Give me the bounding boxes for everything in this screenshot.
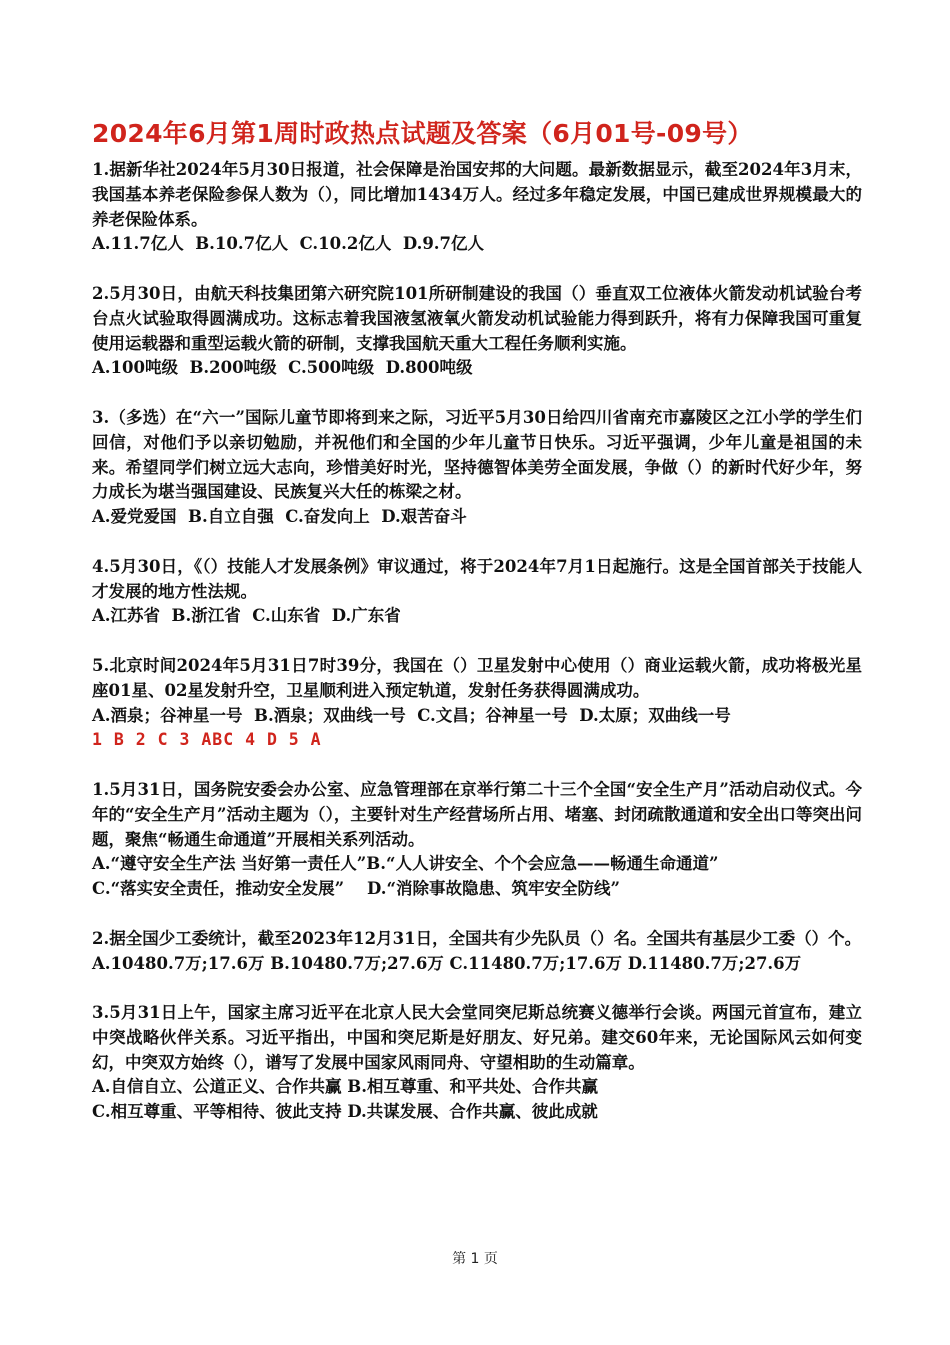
question-options: A.爱党爱国 B.自立自强 C.奋发向上 D.艰苦奋斗 xyxy=(92,507,467,527)
page-title: 2024年6月第1周时政热点试题及答案（6月01号-09号） xyxy=(92,119,753,148)
question-options: A.自信自立、公道正义、合作共赢 B.相互尊重、和平共处、合作共赢 xyxy=(92,1077,598,1097)
question-options: A.11.7亿人 B.10.7亿人 C.10.2亿人 D.9.7亿人 xyxy=(92,234,485,254)
question-item: 3.5月31日上午，国家主席习近平在北京人民大会堂同突尼斯总统赛义德举行会谈。两国元首宣布，建立中突战略伙伴关系。习近平指出，中国和突尼斯是好朋友、好兄弟。建交60年来，无论国际风云如何变幻，中突双方始终（），谱写了发展中国家风雨同舟、守望相助的生动篇章。 xyxy=(92,1003,862,1072)
question-options: C.“落实安全责任，推动安全发展” D.“消除事故隐患、筑牢安全防线” xyxy=(92,879,620,899)
question-item: 2.据全国少工委统计，截至2023年12月31日，全国共有少先队员（）名。全国共有基层少工委（）个。 xyxy=(92,928,862,948)
page-number: 第 1 页 xyxy=(452,1251,498,1267)
question-options: A.10480.7万;17.6万 B.10480.7万;27.6万 C.11480.7万;17.6万 D.11480.7万;27.6万 xyxy=(92,953,802,973)
question-options: A.“遵守安全生产法 当好第一责任人”B.“人人讲安全、个个会应急——畅通生命通道” xyxy=(92,854,719,874)
question-options: A.酒泉；谷神星一号 B.酒泉；双曲线一号 C.文昌；谷神星一号 D.太原；双曲线一号 xyxy=(92,705,731,725)
answer-key: 1 B 2 C 3 ABC 4 D 5 A xyxy=(92,730,322,750)
question-item: 1.5月31日，国务院安委会办公室、应急管理部在京举行第二十三个全国“安全生产月”活动启动仪式。今年的“安全生产月”活动主题为（），主要针对生产经营场所占用、堵塞、封闭疏散通道和安全出口等突出问题，聚焦“畅通生命通道”开展相关系列活动。 xyxy=(92,779,862,849)
question-options: C.相互尊重、平等相待、彼此支持 D.共谋发展、合作共赢、彼此成就 xyxy=(92,1102,598,1122)
question-content xyxy=(92,158,862,1125)
question-item: 3.（多选）在“六一”国际儿童节即将到来之际，习近平5月30日给四川省南充市嘉陵区之江小学的学生们回信，对他们予以亲切勉励，并祝他们和全国的少年儿童节日快乐。习近平强调，少年儿童是祖国的未来。希望同学们树立远大志向，珍惜美好时光，坚持德智体美劳全面发展，争做（）的新时代好少年，努力成长为堪当强国建设、民族复兴大任的栋梁之材。 xyxy=(92,407,862,502)
question-options: A.100吨级 B.200吨级 C.500吨级 D.800吨级 xyxy=(92,358,473,378)
question-item: 4.5月30日，《（）技能人才发展条例》审议通过，将于2024年7月1日起施行。这是全国首部关于技能人才发展的地方性法规。 xyxy=(92,556,862,601)
question-item: 5.北京时间2024年5月31日7时39分，我国在（）卫星发射中心使用（）商业运载火箭，成功将极光星座01星、02星发射升空，卫星顺利进入预定轨道，发射任务获得圆满成功。 xyxy=(92,655,862,700)
question-item: 1.据新华社2024年5月30日报道，社会保障是治国安邦的大问题。最新数据显示，截至2024年3月末，我国基本养老保险参保人数为（），同比增加1434万人。经过多年稳定发展，中国已建成世界规模最大的养老保险体系。 xyxy=(92,160,862,229)
question-item: 2.5月30日，由航天科技集团第六研究院101所研制建设的我国（）垂直双工位液体火箭发动机试验台考台点火试验取得圆满成功。这标志着我国液氢液氧火箭发动机试验能力得到跃升，将有力保障我国可重复使用运载器和重型运载火箭的研制，支撑我国航天重大工程任务顺利实施。 xyxy=(92,283,862,353)
question-options: A.江苏省 B.浙江省 C.山东省 D.广东省 xyxy=(92,606,401,626)
